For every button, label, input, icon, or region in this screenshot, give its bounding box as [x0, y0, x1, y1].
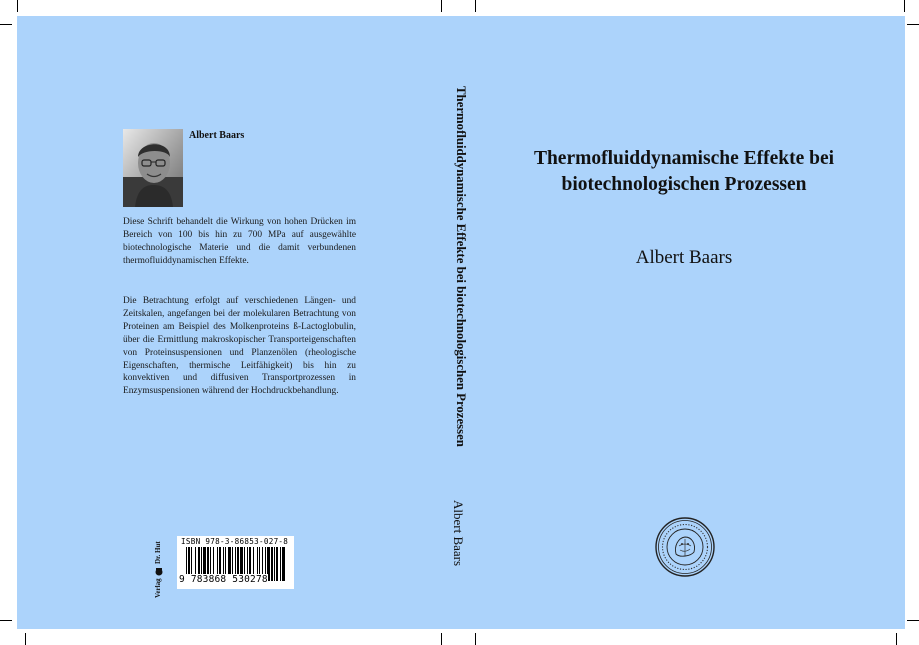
crop-mark	[441, 0, 442, 12]
isbn-label: ISBN 978-3-86853-027-8	[181, 537, 289, 546]
crop-mark	[896, 633, 897, 645]
isbn-barcode	[177, 536, 294, 589]
front-title-line: Thermofluiddynamische Effekte bei	[533, 148, 835, 169]
back-author-name: Albert Baars	[189, 130, 245, 141]
svg-text:Verlag: Verlag	[154, 578, 162, 598]
crop-mark	[904, 0, 905, 12]
crop-mark	[0, 24, 12, 25]
svg-text:Dr. Hut: Dr. Hut	[154, 541, 162, 564]
publisher-logo	[151, 540, 175, 600]
crop-mark	[475, 0, 476, 12]
crop-mark	[907, 620, 919, 621]
crop-mark	[25, 633, 26, 645]
author-photo	[123, 129, 183, 207]
front-author: Albert Baars	[635, 247, 733, 268]
crop-mark	[0, 620, 12, 621]
crop-mark	[17, 0, 18, 12]
back-blurb-paragraph: Diese Schrift behandelt die Wirkung von hohen Drücken im Bereich von 100 bis hin zu 700 MPa auf ausgewählte biotechnologische Materie und die damit verbundenen thermofluiddynamischen Effekte.	[123, 217, 356, 266]
crop-mark	[907, 24, 919, 25]
university-seal-icon	[654, 516, 716, 583]
crop-mark	[441, 633, 442, 645]
spine-author: Albert Baars	[451, 500, 466, 567]
spine-title: Thermofluiddynamische Effekte bei biotechnologischen Prozessen	[454, 86, 468, 447]
crop-mark	[475, 633, 476, 645]
barcode-number: 9 783868 530278	[179, 574, 268, 585]
front-title	[480, 146, 888, 198]
front-title-line: biotechnologischen Prozessen	[561, 174, 807, 195]
back-blurb-paragraph: Die Betrachtung erfolgt auf verschiedenen Längen- und Zeitskalen, angefangen bei der molekularen Betrachtung von Proteinen am Beispiel des Molkenproteins ß-Lactoglobulin, über die Ermittlung makroskopischer Transporteigenschaften von Proteinsuspensionen und Planzenölen (rheologische Eigenschaften, thermische Leitfähigkeit) bis hin zu konvektiven und diffusiven Transportprozessen in Enzymsuspensionen während der Hochdruckbehandlung.	[123, 296, 356, 397]
